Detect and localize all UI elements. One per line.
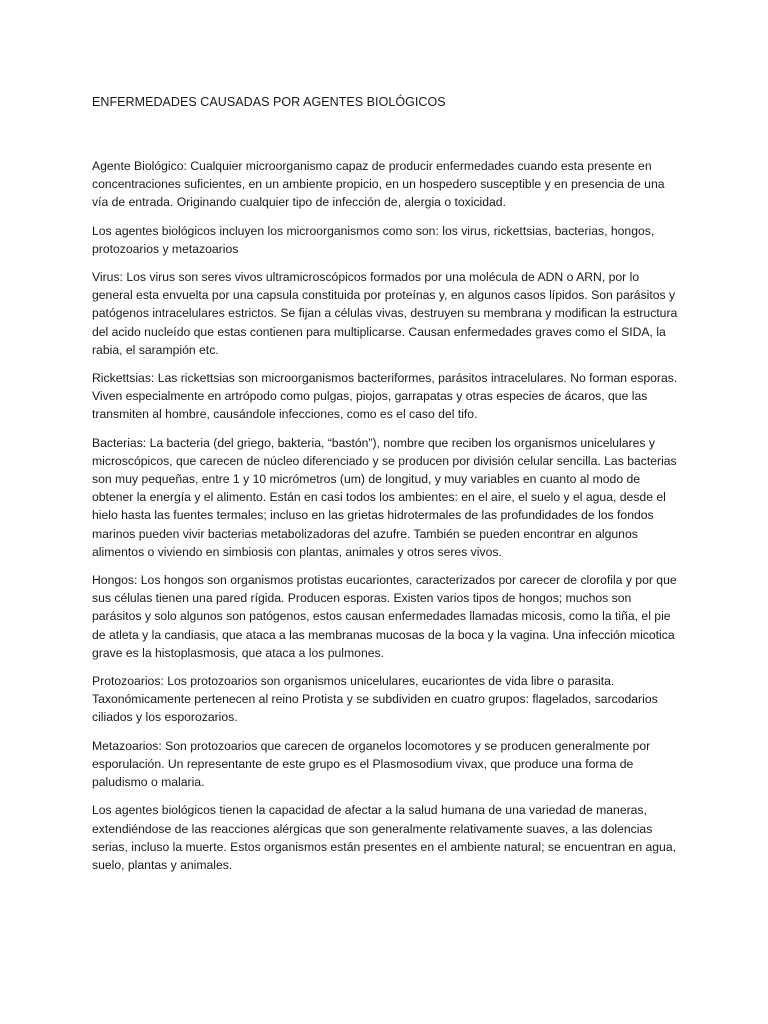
paragraph-protozoarios: Protozoarios: Los protozoarios son organismos unicelulares, eucariontes de vida libre o parasita. Taxonómicamente pertenecen al reino Protista y se subdividen en cuatro grupos: flagelados, sarcodarios ciliados y los esporozarios. [92, 674, 658, 725]
paragraph-conclusion: Los agentes biológicos tienen la capacidad de afectar a la salud humana de una variedad de maneras, extendiéndose de las reacciones alérgicas que son generalmente relativamente suaves, a las dolencias serias, incluso la muerte. Estos organismos están presentes en el ambiente natural; se encuentran en agua, suelo, plantas y animales. [92, 803, 676, 872]
paragraph-hongos: Hongos: Los hongos son organismos protistas eucariontes, caracterizados por carecer de clorofila y por que sus células tienen una pared rígida. Producen esporas. Existen varios tipos de hongos; muchos son parásitos y solo algunos son patógenos, estos causan enfermedades llamadas micosis, como la tiña, el pie de atleta y la candiasis, que ataca a las membranas mucosas de la boca y la vagina. Una infección micotica grave es la histoplasmosis, que ataca a los pulmones. [92, 573, 677, 660]
paragraph-rickettsias: Rickettsias: Las rickettsias son microorganismos bacteriformes, parásitos intracelulares. No forman esporas. Viven especialmente en artrópodo como pulgas, piojos, garrapatas y otras especies de ácaros, que las transmiten al hombre, causándole infecciones, como es el caso del tifo. [92, 371, 678, 422]
paragraph-virus: Virus: Los virus son seres vivos ultramicroscópicos formados por una molécula de ADN o ARN, por lo general esta envuelta por una capsula constituida por proteínas y, en algunos casos lípidos. Son parásitos y patógenos intracelulares estrictos. Se fijan a células vivas, destruyen su membrana y modifican la estructura del acido nucleído que estas contienen para multiplicarse. Causan enfermedades graves como el SIDA, la rabia, el sarampión etc. [92, 270, 678, 357]
title-spacer [92, 111, 678, 157]
paragraph-agentes-incluyen: Los agentes biológicos incluyen los microorganismos como son: los virus, rickettsias, bacterias, hongos, protozoarios y metazoarios [92, 223, 655, 256]
document-body [92, 94, 678, 884]
paragraph-metazoarios: Metazoarios: Son protozoarios que carecen de organelos locomotores y se producen generalmente por esporulación. Un representante de este grupo es el Plasmosodium vivax, que produce una forma de paludismo o malaria. [92, 738, 651, 790]
document-title: ENFERMEDADES CAUSADAS POR AGENTES BIOLÓGICOS [92, 95, 446, 109]
paragraph-bacterias: Bacterias: La bacteria (del griego, bakteria, “bastón”), nombre que reciben los organismos unicelulares y microscópicos, que carecen de núcleo diferenciado y se producen por división celular sencilla. Las bacterias son muy pequeñas, entre 1 y 10 micrómetros (um) de longitud, y muy variables en cuanto al modo de obtener la energía y el alimento. Están en casi todos los ambientes: en el aire, el suelo y el agua, desde el hielo hasta las fuentes termales; incluso en las grietas hidrotermales de las profundidades de los fondos marinos pueden vivir bacterias metabolizadoras del azufre. También se pueden encontrar en algunos alimentos o viviendo en simbiosis con plantas, animales y otros seres vivos. [92, 435, 677, 559]
paragraph-agente-biologico: Agente Biológico: Cualquier microorganismo capaz de producir enfermedades cuando esta presente en concentraciones suficientes, en un ambiente propicio, en un hospedero susceptible y en presencia de una vía de entrada. Originando cualquier tipo de infección de, alergia o toxicidad. [92, 159, 665, 210]
